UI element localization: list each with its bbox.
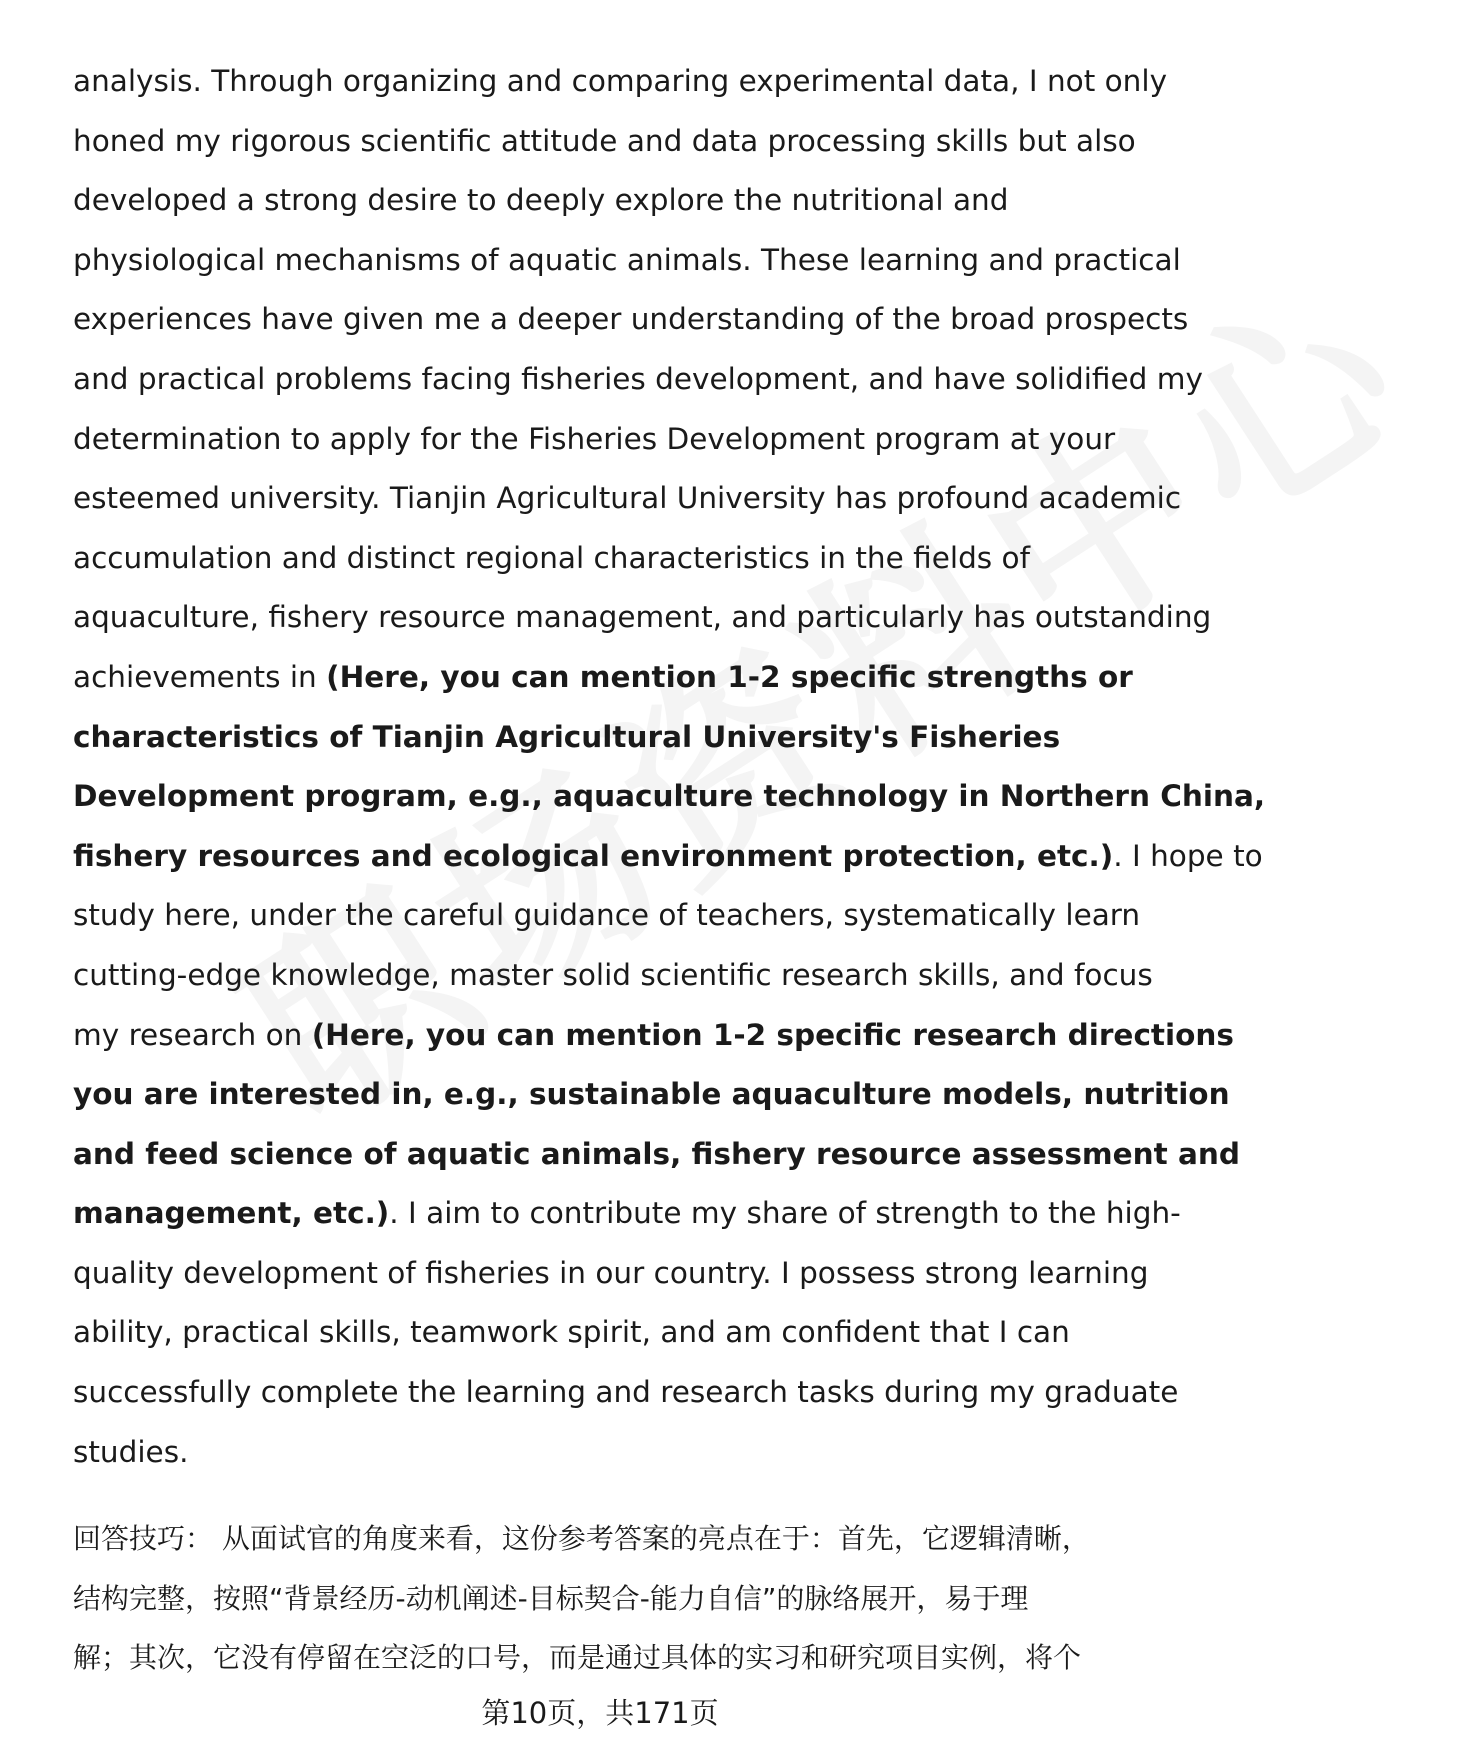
essay-line	[73, 469, 1182, 529]
essay-text: and practical problems facing fisheries development, and have solidified my	[73, 361, 1203, 396]
essay-line	[73, 52, 1168, 112]
tips-line: 解；其次，它没有停留在空泛的口号，而是通过具体的实习和研究项目实例，将个	[73, 1641, 1082, 1674]
essay-line	[73, 1125, 1241, 1185]
essay-text: study here, under the careful guidance of teachers, systematically learn	[73, 898, 1141, 933]
essay-line	[73, 1244, 1168, 1304]
page-number: 第10页，共171页	[481, 1696, 719, 1730]
essay-paragraph	[73, 52, 1266, 1482]
bold-placeholder-text: you are interested in, e.g., sustainable aquaculture models, nutrition	[73, 1077, 1230, 1112]
answer-tips-paragraph	[73, 1509, 1168, 1688]
essay-line	[73, 827, 1263, 887]
essay-text: aquaculture, fishery resource management, and particularly has outstanding	[73, 600, 1212, 635]
essay-line	[73, 588, 1212, 648]
essay-line	[73, 350, 1203, 410]
essay-text: honed my rigorous scientific attitude and data processing skills but also	[73, 123, 1136, 158]
essay-text: developed a strong desire to deeply explore the nutritional and	[73, 183, 1009, 218]
bold-placeholder-text: (Here, you can mention 1-2 specific strengths or	[326, 659, 1133, 694]
essay-line	[73, 767, 1266, 827]
essay-text: my research on	[73, 1017, 312, 1052]
bold-placeholder-text: characteristics of Tianjin Agricultural University's Fisheries	[73, 719, 1061, 754]
essay-line	[73, 1363, 1179, 1423]
essay-text: ability, practical skills, teamwork spirit, and am confident that I can	[73, 1315, 1070, 1350]
essay-line	[73, 1006, 1234, 1066]
essay-text: . I hope to	[1113, 838, 1263, 873]
essay-text: analysis. Through organizing and comparing experimental data, I not only	[73, 64, 1168, 98]
tips-line: 结构完整，按照“背景经历-动机阐述-目标契合-能力自信”的脉络展开，易于理	[73, 1581, 1029, 1615]
essay-line	[73, 1303, 1168, 1363]
essay-line	[73, 410, 1168, 470]
essay-line	[73, 1065, 1230, 1125]
essay-text: successfully complete the learning and research tasks during my graduate	[73, 1375, 1179, 1410]
essay-text: studies.	[73, 1434, 189, 1469]
bold-placeholder-text: Development program, e.g., aquaculture technology in Northern China,	[73, 779, 1266, 814]
essay-text: quality development of fisheries in our country. I possess strong learning	[73, 1255, 1149, 1290]
bold-placeholder-text: fishery resources and ecological environment protection, etc.)	[73, 838, 1114, 873]
essay-text: achievements in	[73, 659, 327, 694]
essay-line	[73, 708, 1168, 768]
essay-text: experiences have given me a deeper understanding of the broad prospects	[73, 302, 1189, 337]
essay-text: accumulation and distinct regional characteristics in the fields of	[73, 540, 1030, 575]
bold-placeholder-text: and feed science of aquatic animals, fishery resource assessment and	[73, 1136, 1241, 1171]
essay-line	[73, 1184, 1181, 1244]
essay-line	[73, 1423, 1168, 1483]
essay-text: . I aim to contribute my share of strength to the high-	[389, 1196, 1181, 1231]
bold-placeholder-text: (Here, you can mention 1-2 specific research directions	[311, 1017, 1234, 1052]
essay-text: physiological mechanisms of aquatic animals. These learning and practical	[73, 242, 1181, 277]
essay-text: cutting-edge knowledge, master solid scientific research skills, and focus	[73, 957, 1153, 992]
essay-line	[73, 886, 1168, 946]
essay-line	[73, 231, 1181, 291]
essay-line	[73, 171, 1168, 231]
essay-line	[73, 946, 1168, 1006]
essay-text: determination to apply for the Fisheries Development program at your	[73, 421, 1116, 456]
essay-text: esteemed university. Tianjin Agricultural University has profound academic	[73, 481, 1182, 516]
essay-line	[73, 648, 1168, 708]
essay-line	[73, 112, 1168, 172]
essay-line	[73, 529, 1168, 589]
essay-line	[73, 290, 1189, 350]
bold-placeholder-text: management, etc.)	[73, 1196, 390, 1231]
tips-line: 回答技巧： 从面试官的角度来看，这份参考答案的亮点在于：首先，它逻辑清晰，	[73, 1522, 1090, 1555]
